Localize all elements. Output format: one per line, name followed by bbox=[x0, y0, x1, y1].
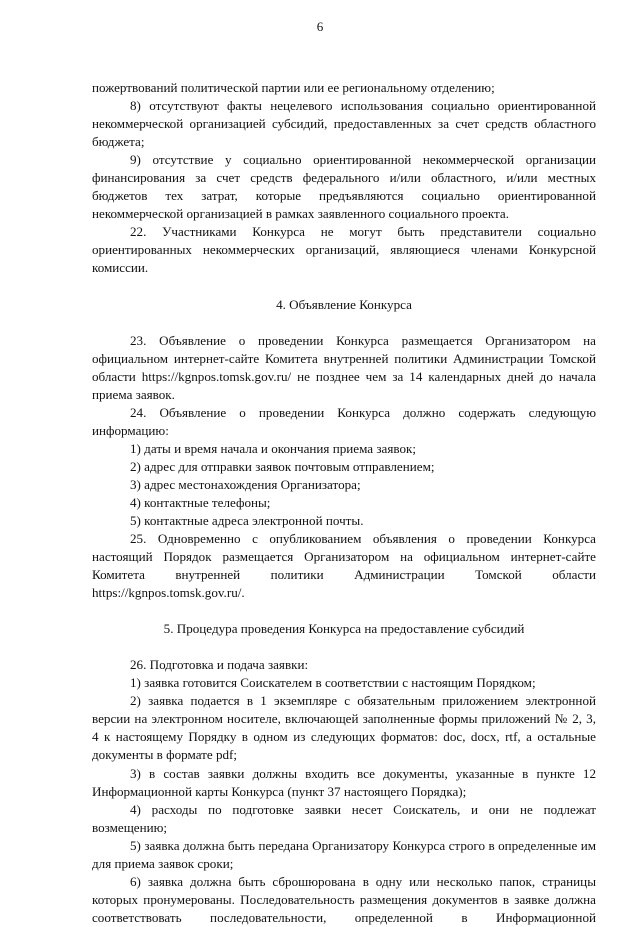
paragraph: 25. Одновременно с опубликованием объявления о проведении Конкурса настоящий Порядок размещается Организатором на официальном интернет-сайте Комитета внутренней политики Администрации Томской области https://kgnpos.tomsk.gov.ru/. bbox=[92, 531, 596, 601]
paragraph: 1) заявка готовится Соискателем в соответствии с настоящим Порядком; bbox=[130, 675, 536, 691]
paragraph: 5) заявка должна быть передана Организатору Конкурса строго в определенные им для приема заявок сроки; bbox=[92, 837, 596, 871]
paragraph: 8) отсутствуют факты нецелевого использования социально ориентированной некоммерческой организацией субсидий, предоставленных за счет средств областного бюджета; bbox=[92, 98, 596, 150]
paragraph: 4) контактные телефоны; bbox=[130, 494, 271, 510]
paragraph: 2) адрес для отправки заявок почтовым отправлением; bbox=[130, 458, 435, 474]
section-heading: 5. Процедура проведения Конкурса на предоставление субсидий bbox=[163, 621, 525, 637]
paragraph: 3) в состав заявки должны входить все документы, указанные в пункте 12 Информационной карты Конкурса (пункт 37 настоящего Порядка); bbox=[92, 765, 596, 799]
paragraph: 1) даты и время начала и окончания приема заявок; bbox=[130, 440, 417, 456]
paragraph: 4) расходы по подготовке заявки несет Соискатель, и они не подлежат возмещению; bbox=[92, 801, 596, 835]
paragraph: пожертвований политической партии или ее региональному отделению; bbox=[92, 80, 495, 95]
paragraph: 23. Объявление о проведении Конкурса размещается Организатором на официальном интернет-сайте Комитета внутренней политики Администрации Томской области https://kgnpos.tomsk.gov.ru/ не позднее чем за 14 календарных дней до начала приема заявок. bbox=[92, 332, 596, 402]
paragraph: 26. Подготовка и подача заявки: bbox=[130, 657, 309, 673]
document-body bbox=[92, 79, 596, 927]
paragraph: 2) заявка подается в 1 экземпляре с обязательным приложением электронной версии на электронном носителе, включающей заполненные формы приложений № 2, 3, 4 к настоящему Порядку в одном из следующих форматов: doc, docx, rtf, а остальные документы в формате pdf; bbox=[92, 693, 596, 763]
paragraph: 3) адрес местонахождения Организатора; bbox=[130, 476, 361, 492]
page-number: 6 bbox=[316, 19, 324, 34]
paragraph: 6) заявка должна быть сброшюрована в одну или несколько папок, страницы которых пронумерованы. Последовательность размещения документов в заявке должна соответствовать последовательности, определенной в Информационной bbox=[92, 873, 596, 925]
section-heading: 4. Объявление Конкурса bbox=[276, 296, 412, 312]
paragraph: 24. Объявление о проведении Конкурса должно содержать следующую информацию: bbox=[92, 404, 596, 438]
paragraph: 22. Участниками Конкурса не могут быть представители социально ориентированных некоммерческих организаций, являющиеся членами Конкурсной комиссии. bbox=[92, 224, 596, 276]
paragraph: 5) контактные адреса электронной почты. bbox=[130, 512, 364, 528]
paragraph: 9) отсутствие у социально ориентированной некоммерческой организации финансирования за счет средств федерального и/или областного, и/или местных бюджетов тех затрат, которые предъявляются социально ориентированной некоммерческой организацией в рамках заявленного социального проекта. bbox=[92, 152, 596, 222]
